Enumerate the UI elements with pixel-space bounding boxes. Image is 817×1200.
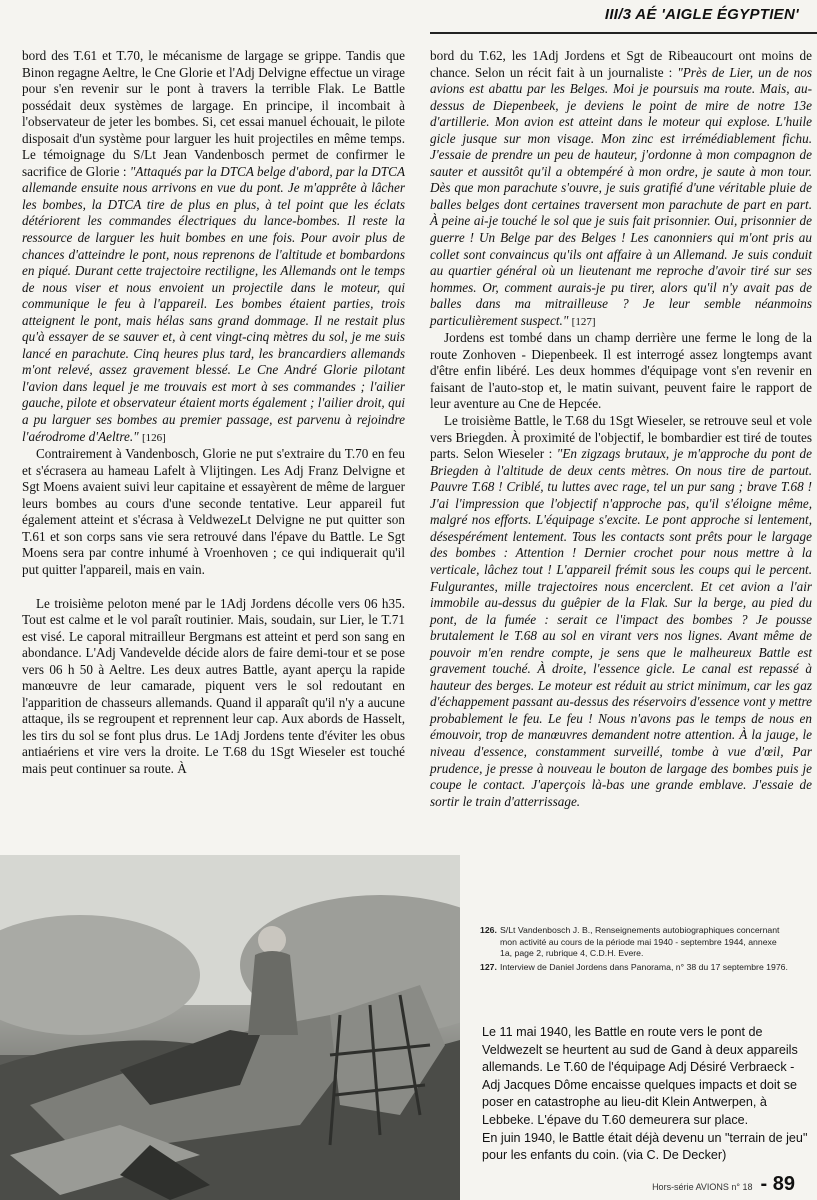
- photo-caption: [482, 1024, 812, 1165]
- quote-wieseler: "En zigzags brutaux, je m'approche du pont de Briegden à l'altitude de deux cents mètres. On nous tire de partout. Pauvre T.68 ! Criblé, tu luttes avec rage, tel un pur sang ; brave T.68 ! J'ai l'impression que l'objectif n'approche pas, qu'il s'éloigne même, malgré nos efforts. L'équipage s'excite. Le pont approche si lentement, désespérément lentement. Tous les contacts sont prêts pour le largage des bombes : Attention ! Dernier crochet pour nous mettre à la verticale, lâchez tout ! L'appareil frémit sous les coups qui le percent. Fulgurantes, mille trajectoires nous encerclent. Et cet avion a l'air immobile au-dessus du guêpier de la Flak. Sur la berge, au pied du pont, de la fumée : serait ce l'impact des bombes ? Je pousse brutalement le T.68 au sol en virant vers nos lignes. Avant même de pouvoir m'en rendre compte, je sens que le malheureux Battle est gravement touché. À droite, l'essence gicle. Le canal est repassé à hauteur des berges. Le moteur est réduit au strict minimum, car les gaz d'échappement passant au-dessus des réservoirs d'essence vont y mettre probablement le feu. Le feu ! Nous n'avons pas le temps de nous en émouvoir, trop de manœuvres demandent notre attention. À la jauge, le niveau d'essence, constamment surveillé, tombe à vue d'œil, Par prudence, je presse à nouveau le bouton de largage des bombes puis je coupe le contact. J'aperçois là-bas une grande emblave. J'essaie de sortir le train d'atterrissage.: [430, 446, 813, 809]
- text-run: bord du T.62, les 1Adj Jordens et Sgt de Ribeaucourt ont moins de chance. Selon un récit fait à un journaliste :: [430, 48, 812, 80]
- right-column: [430, 48, 812, 810]
- right-paragraph-1: [430, 48, 812, 330]
- left-column: [22, 48, 405, 778]
- text-run: bord des T.61 et T.70, le mécanisme de largage se grippe. Tandis que Binon regagne Aeltre, le Cne Glorie et l'Adj Delvigne effectue un virage pour s'en revenir sur le pont à travers la terrible Flak. Le Battle possédait deux systèmes de largage. En principe, il incombait à l'observateur de jeter les bombes. Si, cet essai manuel échouait, le pilote disposait d'un système pour larguer les huit projectiles en même temps. Le témoignage du S/Lt Jean Vandenbosch permet de confirmer le sacrifice de Glorie :: [22, 48, 405, 179]
- footnote-127: [480, 962, 790, 974]
- running-header: III/3 AÉ 'AIGLE ÉGYPTIEN': [604, 6, 799, 23]
- magazine-name: Hors-série AVIONS n° 18: [652, 1182, 753, 1192]
- page-number: - 89: [760, 1173, 795, 1195]
- header-rule: [430, 32, 817, 34]
- footnote-text: Interview de Daniel Jordens dans Panorama, n° 38 du 17 septembre 1976.: [500, 961, 788, 972]
- footnote-number: 126.: [480, 925, 497, 935]
- footnotes: [480, 925, 790, 975]
- right-paragraph-3: [430, 413, 812, 810]
- page-footer: [652, 1173, 795, 1196]
- wreck-photo: [0, 855, 460, 1200]
- footnote-ref-127: [127]: [571, 315, 596, 328]
- left-paragraph-2: Contrairement à Vandenbosch, Glorie ne put s'extraire du T.70 en feu et s'écrasera au hameau Lafelt à Vlijtingen. Les Adj Franz Delvigne et Sgt Moens avaient suivi leur capitaine et essayèrent de même de larguer leurs bombes au cours d'une seconde tentative. Leur appareil fut également atteint et s'écrasa à VeldwezeLt Delvigne ne put quitter son T.61 et son corps sans vie sera retrouvé dans l'épave du Battle. Le Sgt Moens sera par contre inhumé à Vroenhoven ; ce qui indiquerait qu'il put quitter l'appareil, mais en vain.: [22, 446, 405, 577]
- text-run: Le troisième Battle, le T.68 du 1Sgt Wieseler, se retrouve seul et vole vers Briegden. À proximité de l'objectif, le bombardier est tiré de toutes parts. Selon Wieseler :: [430, 413, 812, 462]
- caption-paragraph-1: Le 11 mai 1940, les Battle en route vers le pont de Veldwezelt se heurtent au sud de Gand à deux appareils allemands. Le T.60 de l'équipage Adj Désiré Verbraeck - Adj Jacques Dôme encaisse quelques impacts et doit se poser en catastrophe au lieu-dit Klein Antwerpen, à Lebbeke. L'épave du T.60 demeurera sur place.: [482, 1025, 798, 1127]
- quote-jordens: "Près de Lier, un de nos avions est abattu par les Belges. Moi je poursuis ma route. Mais, au-dessus de Diepenbeek, je deviens le point de mire de notre 13e d'artillerie. Mon avion est atteint dans le moteur qui explose. L'huile gicle jusque sur mon visage. Mon zinc est irrémédiablement fichu. J'essaie de prendre un peu de hauteur, j'ordonne à mon compagnon de sauter et aussitôt qu'il a obtempéré à mon ordre, je saute à mon tour. Dès que mon parachute s'ouvre, je suis gratifié d'une véritable pluie de balles belges dont certaines traversent mon parachute de part en part. À peine ai-je touché le sol que je suis fait prisonnier. Oui, prisonnier de guerre ! Un Belge par des Belges ! Les canonniers qui m'ont pris au collet sont convaincus qu'ils ont affaire à un Allemand. Je suis conduit au quartier général où un lieutenant me reproche d'avoir tiré sur ses hommes. Or, comment aurais-je pu tirer, alors qu'il n'y avait pas de balles dans ma mitrailleuse ? Je leur semble néanmoins particulièrement suspect.": [430, 64, 812, 328]
- footnote-number: 127.: [480, 961, 497, 972]
- quote-vandenbosch: "Attaqués par la DTCA belge d'abord, par la DTCA allemande ensuite nous arrivons en vue du pont. Je m'apprête à lâcher les bombes, la DTCA tire de plus en plus, à tel point que les éclats détériorent les commandes électriques du lance-bombes. Il reste la ressource de larguer les huit bombes en une fois. Pour avoir plus de chances d'atteindre le pont, nous reprenons de l'altitude et bombardons en piqué. Durant cette trajectoire rectiligne, les Allemands ont le temps de nous viser et nous envoient un projectile dans le moteur, qui communique le feu à l'appareil. Les bombes étaient parties, trois atteignent le pont, mais hélas sans grand dommage. Il ne restait plus qu'à essayer de se sauver et, à cent vingt-cinq mètres du sol, je me suis lancé en parachute. Cinq heures plus tard, les brancardiers allemands m'ont relevé, assez gravement blessé. Le Cne André Glorie pilotant l'avion dans lequel je me trouvais est mort à ses commandes ; l'ailier gauche, pilote et observateur étaient morts également ; l'ailier droit, qui a pu larguer ses bombes au premier passage, est parvenu à rejoindre l'aérodrome d'Aeltre.": [22, 163, 405, 444]
- footnote-126: [480, 925, 790, 960]
- left-paragraph-1: [22, 48, 405, 446]
- caption-paragraph-2: En juin 1940, le Battle était déjà devenu un "terrain de jeu" pour les enfants du coin. (via C. De Decker): [482, 1130, 808, 1163]
- footnote-ref-126: [126]: [141, 431, 166, 444]
- page-number-value: 89: [772, 1173, 795, 1195]
- footnote-text: S/Lt Vandenbosch J. B., Renseignements autobiographiques concernant mon activité au cours de la période mai 1940 - septembre 1944, annexe 1a, page 2, rubrique 4, C.D.H. Evere.: [500, 925, 780, 958]
- left-paragraph-3: Le troisième peloton mené par le 1Adj Jordens décolle vers 06 h35. Tout est calme et le vol paraît routinier. Mais, soudain, sur Lier, le T.71 est visé. Le caporal mitrailleur Bergmans est atteint et perd son sang en abondance. L'Adj Vandevelde décide alors de faire demi-tour et se pose vers 06 h 50 à Aeltre. Les deux autres Battle, ayant aperçu la rapide manœuvre de leur camarade, piquent vers le sol redoutant en l'apparition de chasseurs allemands. Quand il apparaît qu'il n'y a aucune attaque, ils se regroupent et reprennent leur cap. Aux abords de Hasselt, les tirs du sol se font plus drus. Le 1Adj Jordens tente d'éviter les obus antiaériens et vire vers la droite. Le T.68 du 1Sgt Wieseler est touché mais peut continuer sa route. À: [22, 595, 405, 776]
- right-paragraph-2: Jordens est tombé dans un champ derrière une ferme le long de la route Zonhoven - Diepenbeek. Il est interrogé assez longtemps avant d'être enfin libéré. Les deux hommes d'équipage vont s'en revenir en faisant de l'auto-stop et, le matin suivant, peuvent faire le rapport de leur aventure au Cne de Hepcée.: [430, 330, 812, 412]
- photo-illustration: [0, 855, 460, 1200]
